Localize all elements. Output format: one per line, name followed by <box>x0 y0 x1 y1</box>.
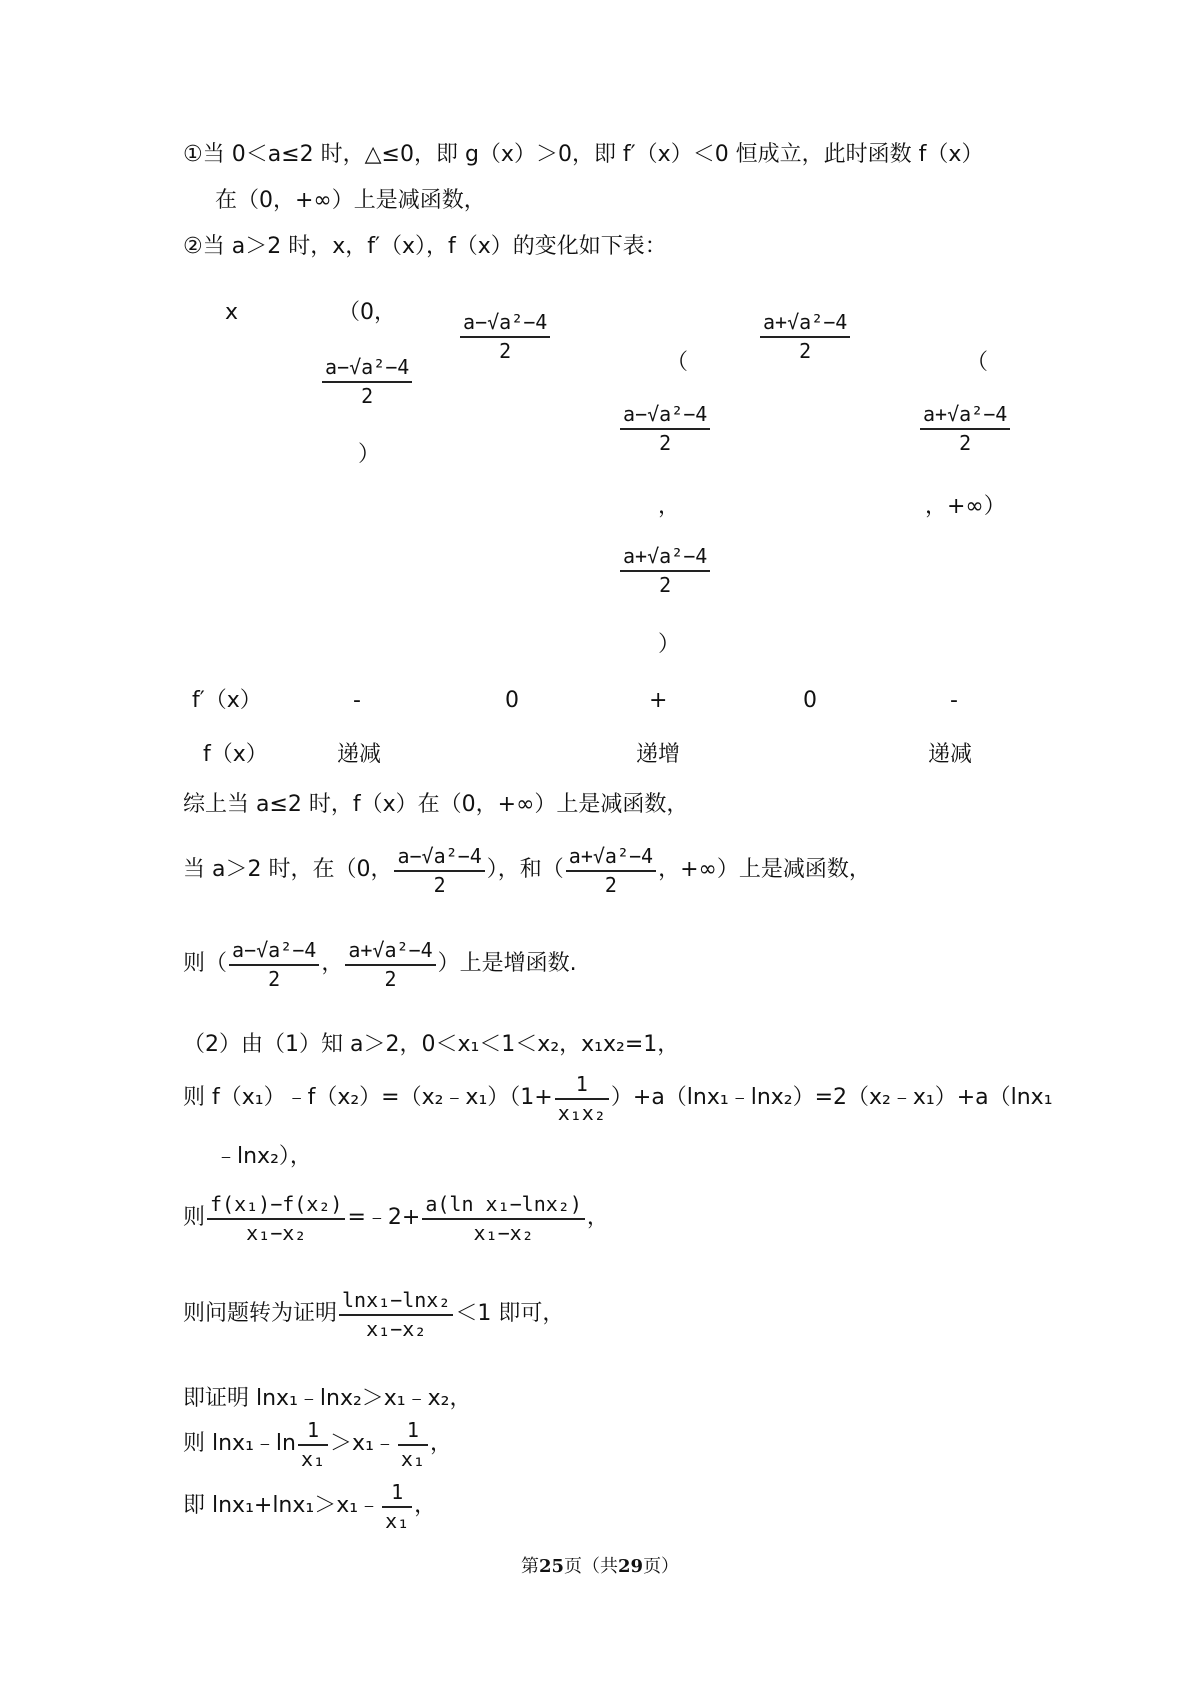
table-interval1-close: ） <box>358 442 381 467</box>
table-interval2-close: ） <box>658 632 681 657</box>
page-footer: 第25页（共29页） <box>520 1556 680 1577</box>
table-critical1 <box>458 308 552 364</box>
table-interval2-open: （ <box>666 350 689 375</box>
part2-line2-cont: ﹣lnx₂）， <box>215 1144 312 1169</box>
fraction-denominator: 2 <box>499 339 512 363</box>
fraction-numerator: a+√a²−4 <box>923 402 1008 426</box>
table-interval3-open: （ <box>966 350 989 375</box>
table-interval1-fraction <box>320 353 414 409</box>
part2-line4: 则问题转为证明 $\frac{\text{lnx₁−lnx₂}}{\text{x₁−x₂}}$ ＜1 即可， <box>183 1288 565 1341</box>
summary-line3: 则（ $\frac{\text{a−√a²−4}}{2}$ ， $\frac{\text{a+√a²−4}}{2}$ ）上是增函数. <box>183 938 577 991</box>
part2-line2: 则 f（x₁）﹣f（x₂）=（x₂﹣x₁）（1+ $\frac{1}{\text{x₁x₂}}$ ）+a（lnx₁﹣lnx₂）=2（x₂﹣x₁）+a（lnx₁ <box>183 1072 1053 1125</box>
summary-line2: 当 a＞2 时，在（0， $\frac{\text{a−√a²−4}}{2}$ ），和（ $\frac{\text{a+√a²−4}}{2}$ ，+∞）上是减函数， <box>183 844 871 897</box>
table-fprime-critical2: 0 <box>803 688 817 713</box>
fraction-denominator: 2 <box>659 431 672 455</box>
part2-line6: 则 lnx₁﹣ln $\frac{1}{\text{x₁}}$ ＞x₁﹣ $\frac{1}{\text{x₁}}$ ， <box>183 1418 452 1471</box>
table-critical2 <box>758 308 852 364</box>
part2-line7: 即 lnx₁+lnx₁＞x₁﹣ $\frac{1}{\text{x₁}}$ ， <box>183 1480 437 1533</box>
table-f-interval2: 递增 <box>636 742 681 767</box>
table-fprime-interval2: + <box>649 688 668 713</box>
text-line-case1: ①当 0＜a≤2 时，△≤0，即 g（x）＞0，即 f′（x）＜0 恒成立，此时函数 f（x） <box>183 142 984 167</box>
page-total: 29 <box>618 1556 644 1577</box>
fraction-numerator: a−√a²−4 <box>623 402 708 426</box>
part2-line5: 即证明 lnx₁﹣lnx₂＞x₁﹣x₂， <box>183 1386 472 1411</box>
table-fprime-critical1: 0 <box>505 688 519 713</box>
table-fprime-interval1: - <box>353 688 361 713</box>
table-f-interval3: 递减 <box>928 742 973 767</box>
fraction-numerator: a+√a²−4 <box>763 310 848 334</box>
part2-line3: 则 $\frac{\text{f(x₁)−f(x₂)}}{\text{x₁−x₂}}$ =﹣2+ $\frac{\text{a(ln x₁−lnx₂)}}{\text{x₁−x₂}}$ ， <box>183 1192 609 1245</box>
fraction-numerator: a+√a²−4 <box>623 544 708 568</box>
table-interval2-fraction-left <box>618 400 712 456</box>
table-f-interval1: 递减 <box>337 742 382 767</box>
fraction-denominator: 2 <box>959 431 972 455</box>
table-interval2-comma: ， <box>658 494 681 519</box>
fraction-numerator: a−√a²−4 <box>463 310 548 334</box>
table-header-x: x <box>225 300 239 325</box>
table-interval3-fraction <box>918 400 1012 456</box>
fraction-denominator: 2 <box>361 384 374 408</box>
part2-line1: （2）由（1）知 a＞2，0＜x₁＜1＜x₂，x₁x₂=1， <box>183 1032 680 1057</box>
text-line-case1-cont: 在（0，+∞）上是减函数， <box>215 188 486 213</box>
table-row-f-label: f（x） <box>203 742 268 767</box>
page-number: 25 <box>538 1556 564 1577</box>
table-interval3-close: ，+∞） <box>925 494 1006 519</box>
table-interval2-fraction-right <box>618 542 712 598</box>
table-row-fprime-label: f′（x） <box>192 688 262 713</box>
table-fprime-interval3: - <box>950 688 958 713</box>
fraction-denominator: 2 <box>659 573 672 597</box>
fraction-numerator: a−√a²−4 <box>325 355 410 379</box>
table-interval1-open: （0， <box>338 300 396 325</box>
summary-line1: 综上当 a≤2 时，f（x）在（0，+∞）上是减函数， <box>183 792 689 817</box>
text-line-case2: ②当 a＞2 时，x，f′（x），f（x）的变化如下表： <box>183 234 667 259</box>
fraction-denominator: 2 <box>799 339 812 363</box>
